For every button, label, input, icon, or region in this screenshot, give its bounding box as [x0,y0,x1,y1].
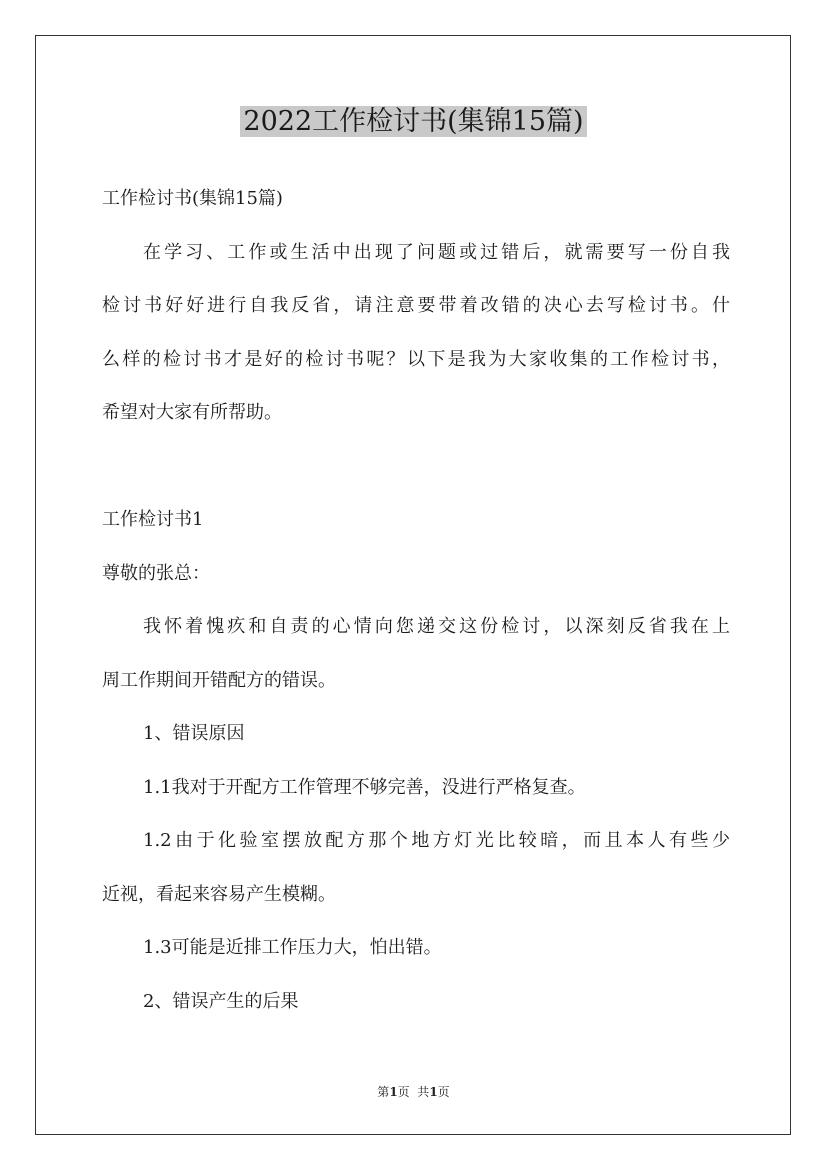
footer-middle: 页 共 [397,1085,430,1099]
list-item: 1.2由于化验室摆放配方那个地方灯光比较暗，而且本人有些少 [143,830,730,851]
list-item: 1.1我对于开配方工作管理不够完善，没进行严格复查。 [143,776,586,798]
list-item: 1.3可能是近排工作压力大，怕出错。 [143,937,442,958]
list-item-continuation: 近视，看起来容易产生模糊。 [102,883,336,905]
intro-line: 在学习、工作或生活中出现了问题或过错后，就需要写一份自我 [143,241,730,263]
footer-page-number: 1 [389,1085,398,1099]
subtitle: 工作检讨书(集锦15篇) [102,188,283,209]
footer-total-pages: 1 [429,1085,438,1099]
document-body [102,172,730,1028]
intro-line: 么样的检讨书才是好的检讨书呢？以下是我为大家收集的工作检讨书， [102,348,730,370]
intro-line: 检讨书好好进行自我反省，请注意要带着改错的决心去写检讨书。什 [102,295,730,316]
paragraph-line: 周工作期间开错配方的错误。 [102,669,336,691]
paragraph-gap [102,440,730,494]
list-item-heading: 1、错误原因 [143,723,245,744]
page-footer [0,1082,827,1102]
salutation: 尊敬的张总： [102,562,210,584]
paragraph-line: 我怀着愧疚和自责的心情向您递交这份检讨，以深刻反省我在上 [143,616,730,637]
section-heading: 工作检讨书1 [102,509,204,530]
title-text: 2022工作检讨书(集锦15篇) [240,106,586,137]
footer-prefix: 第 [377,1085,390,1099]
document-title [0,100,827,144]
footer-suffix: 页 [437,1085,450,1099]
intro-line: 希望对大家有所帮助。 [102,402,282,423]
list-item-heading: 2、错误产生的后果 [143,990,299,1012]
